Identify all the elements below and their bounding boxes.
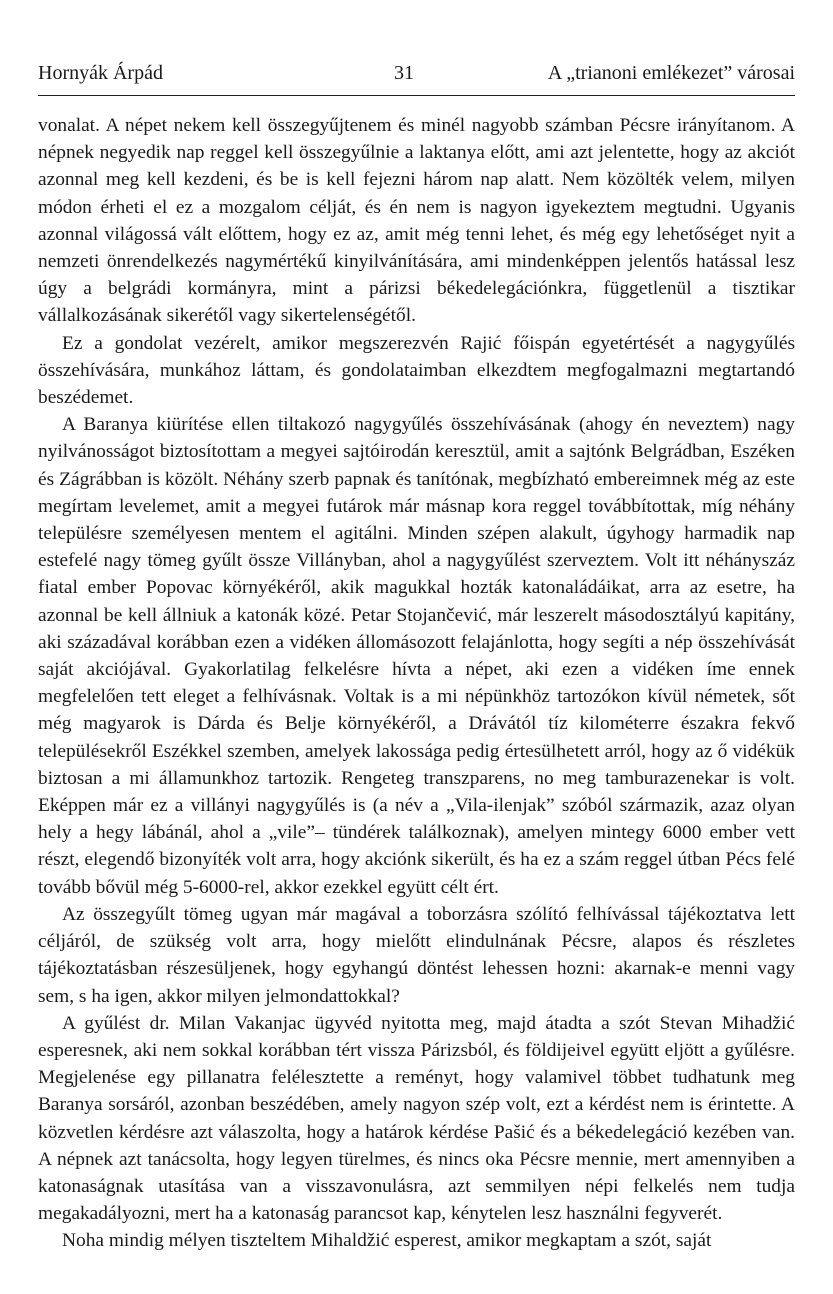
body-text	[38, 112, 795, 1255]
paragraph: Az összegyűlt tömeg ugyan már magával a toborzásra szólító felhívással tájékoztatva lett céljáról, de szükség volt arra, hogy mielőtt elindulnának Pécsre, alapos és részletes tájékoztatásban részesüljenek, hogy egyhangú döntést lehessen hozni: akarnak-e menni vagy sem, s ha igen, akkor milyen jelmondattokkal?	[38, 903, 795, 1007]
paragraph: vonalat. A népet nekem kell összegyűjtenem és minél nagyobb számban Pécsre irányítanom. A népnek negyedik nap reggel kell összegyűlnie a laktanya előtt, ami azt jelentette, hogy az akciót azonnal meg kell kezdeni, és be is kell fejezni három nap alatt. Nem közölték velem, milyen módon érheti el ez a mozgalom célját, és én nem is nagyon igyekeztem megtudni. Ugyanis azonnal világossá vált előttem, hogy ez az, amit még tenni lehet, és még egy lehetőséget nyit a nemzeti önrendelkezés nagymértékű kinyilvánítására, ami mindenképpen jelentős hatással lesz úgy a belgrádi kormányra, mint a párizsi békedelegációnkra, függetlenül a tisztikar vállalkozásának sikerétől vagy sikertelenségétől.	[38, 115, 795, 327]
page-number: 31	[394, 62, 414, 84]
paragraph: A Baranya kiürítése ellen tiltakozó nagygyűlés összehívásának (ahogy én neveztem) nagy nyilvánosságot biztosítottam a megyei sajtóirodán keresztül, amit a sajtónk Belgrádban, Eszéken és Zágrábban is közölt. Néhány szerb papnak és tanítónak, megbízható embereimnek még az este megírtam levelemet, amit a megyei futárok már másnap kora reggel továbbítottak, míg néhány településre személyesen mentem el agitálni. Minden szépen alakult, úgyhogy harmadik nap estefelé nagy tömeg gyűlt össze Villányban, ahol a nagygyűlést szerveztem. Volt itt néhányszáz fiatal ember Popovac környékéről, akik magukkal hozták katonaládáikat, arra az esetre, ha azonnal be kell állniuk a katonák közé. Petar Stojančević, már leszerelt másodosztályú kapitány, aki századával korábban ezen a vidéken állomásozott felajánlotta, hogy segíti a nép összehívását saját akciójával. Gyakorlatilag felkelésre hívta a népet, aki ezen a vidéken íme ennek megfelelően tett eleget a felhívásnak. Voltak is a mi népünkhöz tartozókon kívül németek, sőt még magyarok is Dárda és Belje környékéről, a Drávától tíz kilométerre északra fekvő településekről Eszékkel szemben, amelyek lakossága pedig értesülhetett arról, hogy az ő vidékük biztosan a mi államunkhoz tartozik. Rengeteg transzparens, no meg tamburazenekar is volt. Eképpen már ez a villányi nagygyűlés is (a név a „Vila-ilenjak” szóból származik, azaz olyan hely a hegy lábánál, ahol a „vile”– tündérek találkoznak), amelyen mintegy 6000 ember vett részt, elegendő bizonyíték volt arra, hogy akciónk sikerült, és ha ez a szám reggel útban Pécs felé tovább bővül még 5-6000-rel, akkor ezekkel együtt célt ért.	[38, 414, 795, 898]
paragraph: Noha mindig mélyen tiszteltem Mihaldžić esperest, amikor megkaptam a szót, saját	[62, 1230, 712, 1252]
running-header	[38, 58, 795, 88]
paragraph: A gyűlést dr. Milan Vakanjac ügyvéd nyitotta meg, majd átadta a szót Stevan Mihadžić esperesnek, aki nem sokkal korábban tért vissza Párizsból, és földijeivel együtt eljött a gyűlésre. Megjelenése egy pillanatra felélesztette a reményt, hogy valamivel többet tudhatunk meg Baranya sorsáról, azonban beszédében, amely nagyon szép volt, ezt a kérdést nem is érintette. A közvetlen kérdésre azt válaszolta, hogy a határok kérdése Pašić és a békedelegáció kezében van. A népnek azt tanácsolta, hogy legyen türelmes, és nincs oka Pécsre mennie, mert amennyiben a katonaságnak utasítása van a visszavonulásra, azt semmilyen népi felkelés nem tudja megakadályozni, mert ha a katonaság parancsot kap, kénytelen lesz használni fegyverét.	[38, 1012, 795, 1225]
header-author: Hornyák Árpád	[38, 62, 163, 84]
header-rule	[38, 95, 795, 96]
header-running-title: A „trianoni emlékezet” városai	[547, 62, 795, 84]
paragraph: Ez a gondolat vezérelt, amikor megszerezvén Rajić főispán egyetértését a nagygyűlés összehívására, munkához láttam, és gondolataimban elkezdtem megfogalmazni megtartandó beszédemet.	[38, 332, 795, 409]
